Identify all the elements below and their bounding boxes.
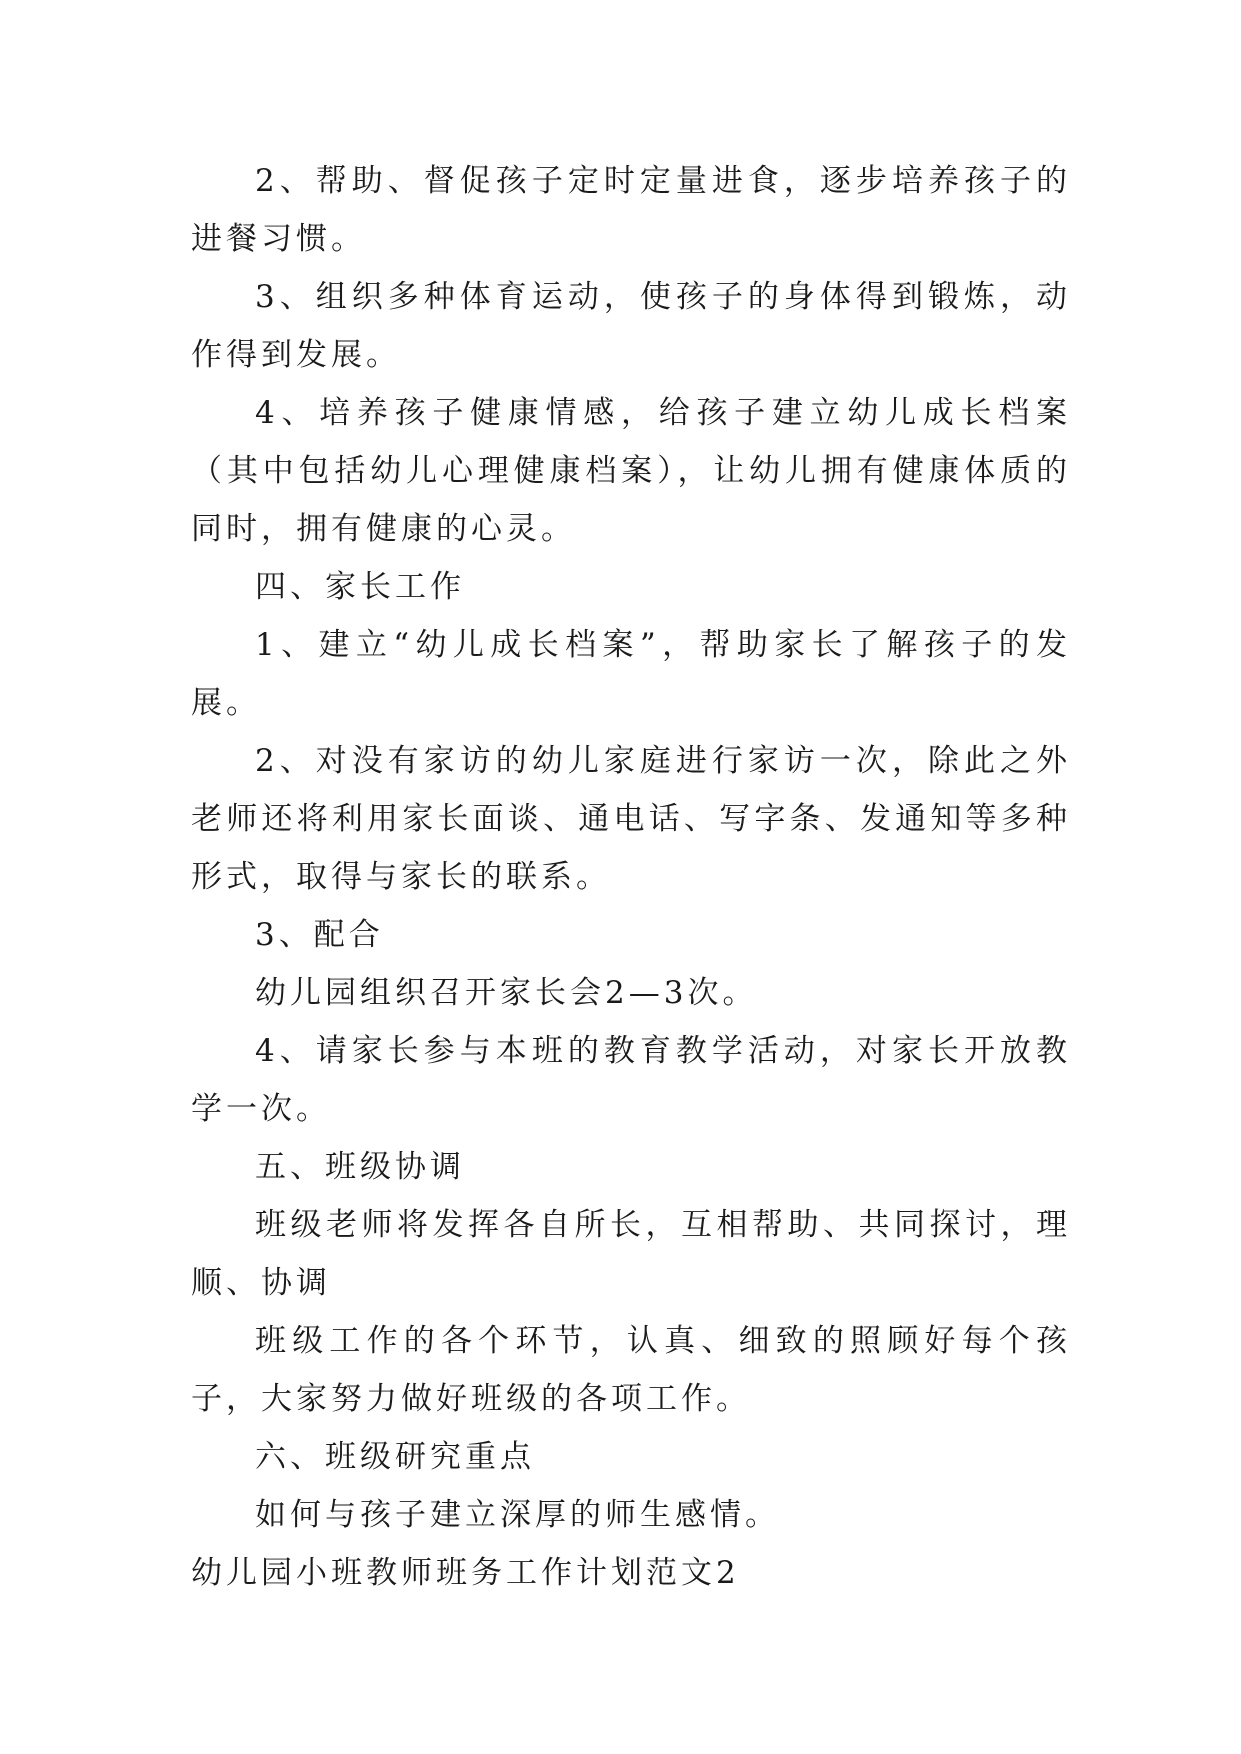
document-body [191, 152, 1071, 1602]
paragraph-8: 幼儿园组织召开家长会2—3次。 [255, 975, 758, 1011]
section-heading-class-coordination: 五、班级协调 [255, 1149, 465, 1185]
paragraph-3: 4、培养孩子健康情感，给孩子建立幼儿成长档案（其中包括幼儿心理健康档案），让幼儿拥有健康体质的同时，拥有健康的心灵。 [191, 395, 1071, 547]
paragraph-6: 2、对没有家访的幼儿家庭进行家访一次，除此之外老师还将利用家长面谈、通电话、写字条、发通知等多种形式，取得与家长的联系。 [191, 743, 1071, 895]
section-heading-parent-work: 四、家长工作 [255, 569, 465, 605]
paragraph-14: 如何与孩子建立深厚的师生感情。 [255, 1497, 780, 1533]
paragraph-7: 3、配合 [255, 917, 384, 953]
paragraph-12: 班级工作的各个环节，认真、细致的照顾好每个孩子，大家努力做好班级的各项工作。 [191, 1323, 1071, 1417]
paragraph-1: 2、帮助、督促孩子定时定量进食，逐步培养孩子的进餐习惯。 [191, 163, 1071, 257]
paragraph-2: 3、组织多种体育运动，使孩子的身体得到锻炼，动作得到发展。 [191, 279, 1071, 373]
section-heading-research-focus: 六、班级研究重点 [255, 1439, 535, 1475]
document-section-title: 幼儿园小班教师班务工作计划范文2 [191, 1555, 740, 1591]
paragraph-11: 班级老师将发挥各自所长，互相帮助、共同探讨，理顺、协调 [191, 1207, 1071, 1301]
paragraph-5: 1、建立“幼儿成长档案”，帮助家长了解孩子的发展。 [191, 627, 1071, 721]
paragraph-9: 4、请家长参与本班的教育教学活动，对家长开放教学一次。 [191, 1033, 1071, 1127]
